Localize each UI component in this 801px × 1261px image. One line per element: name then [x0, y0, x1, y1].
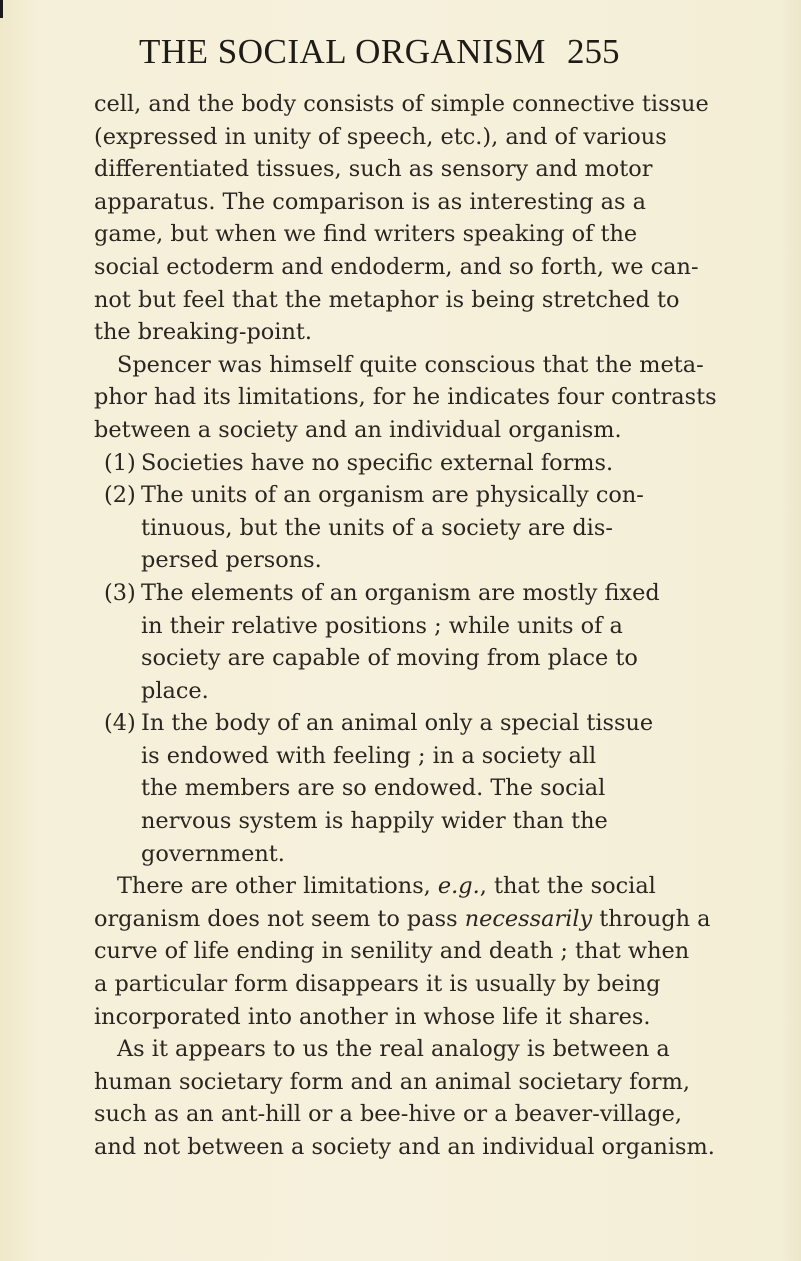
paragraph-start-line	[94, 870, 744, 903]
list-continuation: in their relative positions ; while units of a	[141, 612, 623, 639]
text-line	[94, 903, 744, 936]
list-item-text: The units of an organism are physically con-	[141, 482, 644, 509]
list-number: (4)	[104, 710, 136, 737]
text-line: and not between a society and an individual organism.	[94, 1134, 715, 1160]
text-line: the breaking-point.	[94, 319, 312, 346]
list-item-2	[94, 479, 744, 512]
list-number: (2)	[104, 482, 136, 509]
text-line: phor had its limitations, for he indicates four contrasts	[94, 384, 717, 411]
text-segment: through a	[592, 905, 711, 932]
list-continuation: is endowed with feeling ; in a society all	[141, 742, 597, 769]
list-continuation: tinuous, but the units of a society are dis-	[141, 514, 613, 541]
list-item-3	[94, 577, 744, 610]
list-continuation: place.	[141, 677, 209, 704]
text-segment: organism does not seem to pass	[94, 905, 465, 932]
list-item-text: In the body of an animal only a special tissue	[141, 710, 654, 737]
list-item-text: The elements of an organism are mostly fixed	[141, 579, 660, 606]
list-number: (1)	[104, 449, 136, 476]
list-continuation: government.	[141, 840, 285, 867]
text-segment: , that the social	[479, 873, 656, 900]
text-line: human societary form and an animal societary form,	[94, 1068, 690, 1095]
paragraph-start-line: As it appears to us the real analogy is between a	[117, 1036, 670, 1063]
text-line: social ectoderm and endoderm, and so forth, we can-	[94, 253, 699, 280]
list-continuation: society are capable of moving from place to	[141, 645, 638, 672]
text-segment: There are other limitations,	[117, 873, 438, 900]
text-line: a particular form disappears it is usually by being	[94, 971, 661, 998]
page-header	[0, 32, 801, 82]
text-line: such as an ant-hill or a bee-hive or a beaver-village,	[94, 1101, 683, 1128]
text-line: curve of life ending in senility and death ; that when	[94, 938, 690, 965]
list-continuation: nervous system is happily wider than the	[141, 808, 608, 835]
list-number: (3)	[104, 579, 136, 606]
list-item-4	[94, 707, 744, 740]
italic-emphasis: necessarily	[464, 905, 593, 932]
list-continuation: the members are so endowed. The social	[141, 775, 606, 802]
list-item-text: Societies have no specific external forms.	[141, 449, 614, 476]
running-title: THE SOCIAL ORGANISM	[139, 32, 546, 71]
page-number: 255	[567, 32, 620, 71]
text-line: (expressed in unity of speech, etc.), and of various	[94, 123, 667, 150]
list-item-1	[94, 447, 744, 480]
text-line: cell, and the body consists of simple connective tissue	[94, 91, 709, 117]
paragraph-start-line: Spencer was himself quite conscious that the meta-	[117, 351, 704, 378]
list-continuation: persed persons.	[141, 547, 322, 574]
text-line: apparatus. The comparison is as interesting as a	[94, 188, 646, 215]
italic-abbreviation: e.g.	[437, 873, 480, 900]
text-line: between a society and an individual organism.	[94, 416, 622, 443]
page-edge-mark	[0, 0, 3, 18]
text-line: not but feel that the metaphor is being stretched to	[94, 286, 680, 313]
text-line: incorporated into another in whose life it shares.	[94, 1003, 651, 1030]
text-line: game, but when we find writers speaking of the	[94, 221, 638, 248]
text-line: differentiated tissues, such as sensory and motor	[94, 156, 653, 183]
body-text	[94, 88, 744, 1164]
